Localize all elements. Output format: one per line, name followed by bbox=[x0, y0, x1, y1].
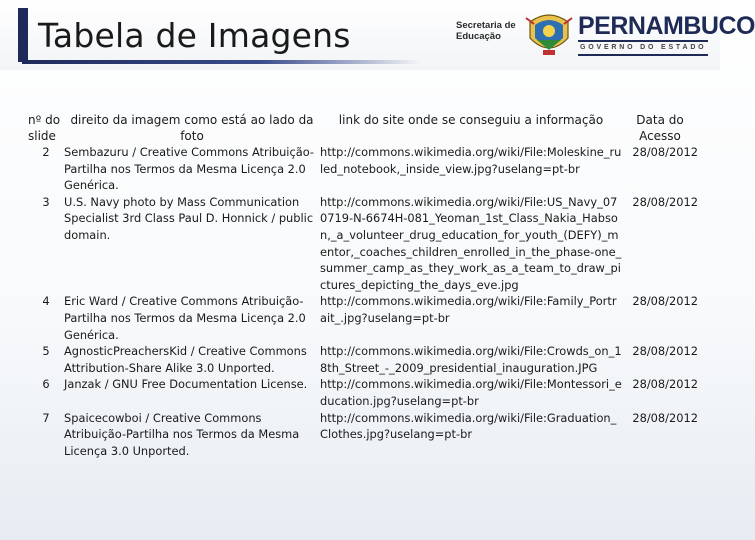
row-access-date: 28/08/2012 bbox=[632, 410, 698, 425]
row-access-date: 28/08/2012 bbox=[632, 377, 698, 392]
row-slide-number: 3 bbox=[42, 194, 50, 209]
title-accent-bar bbox=[18, 8, 28, 62]
row-image-rights: Spaicecowboi / Creative Commons Atribuição-Partilha nos Termos da Mesma Licença 3.0 Unported. bbox=[64, 410, 300, 458]
table-row bbox=[28, 343, 698, 376]
row-access-date: 28/08/2012 bbox=[632, 294, 698, 309]
row-image-rights: Sembazuru / Creative Commons Atribuição-Partilha nos Termos da Mesma Licença 2.0 Genérica. bbox=[64, 145, 315, 193]
table-row bbox=[28, 293, 698, 343]
row-slide-number: 5 bbox=[42, 344, 50, 359]
table-row bbox=[28, 194, 698, 294]
row-access-date: 28/08/2012 bbox=[632, 194, 698, 209]
secretaria-logo-text bbox=[456, 20, 518, 42]
row-slide-number: 6 bbox=[42, 377, 50, 392]
pernambuco-coat-of-arms-icon bbox=[524, 12, 574, 58]
slide-header bbox=[0, 0, 755, 70]
row-slide-number: 7 bbox=[42, 410, 50, 425]
table-row bbox=[28, 144, 698, 194]
row-slide-number: 4 bbox=[42, 294, 50, 309]
row-site-link[interactable]: http://commons.wikimedia.org/wiki/File:Crowds_on_18th_Street_-_2009_presidential_inauguration.JPG bbox=[320, 344, 622, 375]
row-slide-number: 2 bbox=[42, 145, 50, 159]
table-header-row bbox=[28, 112, 698, 144]
header-image-rights: direito da imagem como está ao lado da foto bbox=[70, 113, 314, 143]
slide-title: Tabela de Imagens bbox=[38, 16, 351, 55]
state-subtitle: GOVERNO DO ESTADO bbox=[580, 44, 707, 51]
header-slide-number: nº do slide bbox=[28, 113, 61, 143]
row-access-date: 28/08/2012 bbox=[632, 145, 698, 159]
table-row bbox=[28, 410, 698, 460]
row-image-rights: Janzak / GNU Free Documentation License. bbox=[64, 377, 308, 392]
row-site-link[interactable]: http://commons.wikimedia.org/wiki/File:Family_Portrait_.jpg?uselang=pt-br bbox=[320, 294, 617, 325]
brand-line-bottom bbox=[578, 54, 708, 56]
secretaria-line-2: Educação bbox=[456, 31, 501, 42]
row-site-link[interactable]: http://commons.wikimedia.org/wiki/File:Graduation_Clothes.jpg?uselang=pt-br bbox=[320, 410, 617, 442]
secretaria-line-1: Secretaria de bbox=[456, 20, 516, 31]
title-underline bbox=[22, 60, 420, 64]
row-access-date: 28/08/2012 bbox=[632, 344, 698, 359]
row-site-link[interactable]: http://commons.wikimedia.org/wiki/File:Moleskine_ruled_notebook,_inside_view.jpg?uselang=pt-br bbox=[320, 145, 622, 176]
row-image-rights: Eric Ward / Creative Commons Atribuição-Partilha nos Termos da Mesma Licença 2.0 Genérica. bbox=[64, 294, 306, 342]
header-access-date: Data do Acesso bbox=[636, 113, 684, 143]
row-site-link[interactable]: http://commons.wikimedia.org/wiki/File:Montessori_education.jpg?uselang=pt-br bbox=[320, 377, 622, 408]
state-name: PERNAMBUCO bbox=[578, 12, 755, 40]
row-image-rights: U.S. Navy photo by Mass Communication Specialist 3rd Class Paul D. Honnick / public domain. bbox=[64, 194, 314, 242]
table-row bbox=[28, 376, 698, 409]
row-site-link[interactable]: http://commons.wikimedia.org/wiki/File:US_Navy_070719-N-6674H-081_Yeoman_1st_Class_Nakia_Habson,_a_volunteer_drug_education_for_youth_(DEFY)_mentor,_coaches_children_enrolled_in_the_phase-one_summer_camp_as_they_work_as_a_team_to_draw_pictures_depicting_the_days_eve.jpg bbox=[320, 194, 622, 292]
images-table bbox=[28, 112, 698, 459]
row-image-rights: AgnosticPreachersKid / Creative Commons Attribution-Share Alike 3.0 Unported. bbox=[64, 344, 307, 375]
header-site-link: link do site onde se conseguiu a informação bbox=[338, 113, 604, 127]
